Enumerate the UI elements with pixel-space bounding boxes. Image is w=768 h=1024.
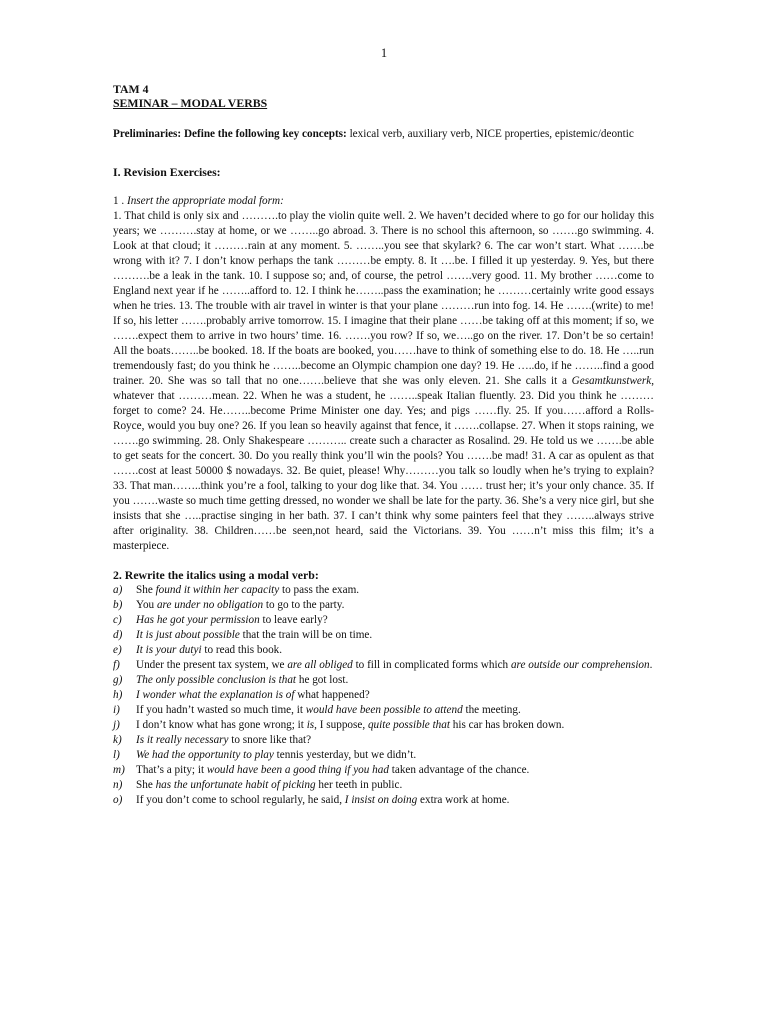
- rewrite-item: [113, 763, 654, 778]
- rewrite-item: [113, 658, 654, 673]
- document-body: [113, 82, 654, 808]
- rewrite-item-text: [136, 688, 654, 703]
- rewrite-item-label: g): [113, 674, 123, 686]
- sentence-text: he got lost.: [296, 674, 349, 686]
- rewrite-list: [113, 583, 654, 808]
- sentence-text: that the train will be on time.: [239, 629, 373, 641]
- rewrite-item: [113, 748, 654, 763]
- rewrite-item-label: k): [113, 734, 122, 746]
- rewrite-item-text: [136, 793, 654, 808]
- rewrite-item: [113, 688, 654, 703]
- rewrite-item: [113, 703, 654, 718]
- sentence-text: the meeting.: [462, 704, 521, 716]
- sentence-text: , I suppose,: [314, 719, 368, 731]
- preliminaries-label: Preliminaries: Define the following key concepts:: [113, 128, 347, 140]
- sentence-text: If you hadn’t wasted so much time, it: [136, 704, 306, 716]
- rewrite-item-text: [136, 718, 654, 733]
- rewrite-item: [113, 733, 654, 748]
- rewrite-item-text: [136, 613, 654, 628]
- rewrite-item: [113, 718, 654, 733]
- preliminaries-concepts: lexical verb, auxiliary verb, NICE properties, epistemic/deontic: [346, 128, 634, 140]
- italic-phrase: has the unfortunate habit of picking: [155, 779, 316, 791]
- rewrite-item: [113, 613, 654, 628]
- italic-term: Gesamtkunstwerk: [571, 375, 652, 387]
- rewrite-item-label: e): [113, 644, 122, 656]
- rewrite-item: [113, 643, 654, 658]
- document-subtitle: SEMINAR – MODAL VERBS: [113, 96, 268, 110]
- exercise-1-paragraph: [113, 209, 654, 554]
- italic-phrase: found it within her capacity: [155, 584, 280, 596]
- sentence-text: I don’t know what has gone wrong; it: [136, 719, 307, 731]
- sentence-text: Under the present tax system, we: [136, 659, 288, 671]
- rewrite-item-label: j): [113, 719, 120, 731]
- sentence-text: his car has broken down.: [449, 719, 565, 731]
- rewrite-item-text: [136, 673, 654, 688]
- rewrite-item-label: m): [113, 764, 125, 776]
- rewrite-item-label: a): [113, 584, 123, 596]
- rewrite-item-text: [136, 733, 654, 748]
- rewrite-item-text: [136, 778, 654, 793]
- sentence-text: her teeth in public.: [315, 779, 403, 791]
- rewrite-item: [113, 793, 654, 808]
- italic-phrase: I insist on doing: [344, 794, 418, 806]
- sentence-text: extra work at home.: [417, 794, 510, 806]
- exercise-1-heading: [113, 194, 654, 209]
- italic-phrase: I wonder what the explanation is of: [136, 689, 295, 701]
- rewrite-item-text: [136, 703, 654, 718]
- preliminaries-paragraph: [113, 127, 654, 142]
- document-title: TAM 4: [113, 82, 149, 96]
- rewrite-item: [113, 598, 654, 613]
- sentence-text: .: [649, 659, 653, 671]
- sentence-text: to pass the exam.: [279, 584, 360, 596]
- rewrite-item-text: [136, 628, 654, 643]
- italic-phrase: Is it really necessary: [136, 734, 229, 746]
- rewrite-item-label: n): [113, 779, 123, 791]
- rewrite-item-label: l): [113, 749, 120, 761]
- rewrite-item-text: [136, 658, 654, 673]
- rewrite-item-text: [136, 598, 654, 613]
- exercise-1-instruction: Insert the appropriate modal form:: [126, 195, 284, 207]
- rewrite-item-label: f): [113, 659, 120, 671]
- rewrite-item-label: d): [113, 629, 123, 641]
- rewrite-item-label: b): [113, 599, 123, 611]
- sentence-text: If you don’t come to school regularly, he said,: [136, 794, 345, 806]
- sentence-text: to fill in complicated forms which: [352, 659, 511, 671]
- sentence-text: to leave early?: [259, 614, 328, 626]
- italic-phrase: It is your dutyi: [136, 644, 202, 656]
- sentence-text: to go to the party.: [263, 599, 345, 611]
- sentence-text: You: [136, 599, 157, 611]
- rewrite-item: [113, 583, 654, 598]
- rewrite-item-label: h): [113, 689, 123, 701]
- paragraph-text: , whatever that ………mean. 22. When he was a student, he ……..speak Italian fluently. 23. Did you think he ………forget to come? 24. He……..become Prime Minister one day. Yes; and pigs ……fly. 25. If you……afford a Rolls-Royce, would you buy one? 26. If you lean so heavily against that fence, it …….collapse. 27. When it stops raining, we …….go swimming. 28. Only Shakespeare ……….. create such a character as Rosalind. 29. He told us we …….be able to get seats for the concert. 30. Do you really think you’ll win the pools? You …….be mad! 31. A car as opulent as that …….cost at least 50000 $ nowadays. 32. Be quiet, please! Why………you talk so loudly when he’s trying to explain? 33. That man……..think you’re a fool, talking to your dog like that. 34. You …… trust her; it’s your only chance. 35. If you …….waste so much time getting dressed, no wonder we shall be late for the party. 36. She’s a very nice girl, but she insists that she …..practise singing in her bath. 37. I can’t think why some painters feel that they ……..always strive after originality. 38. Children……be seen,not heard, said the Victorians. 39. You ……n’t miss this film; it’s a masterpiece.: [113, 375, 654, 552]
- italic-phrase: would have been a good thing if you had: [206, 764, 389, 776]
- italic-phrase: would have been possible to attend: [305, 704, 463, 716]
- italic-phrase: are under no obligation: [156, 599, 264, 611]
- italic-phrase: quite possible that: [367, 719, 450, 731]
- sentence-text: what happened?: [294, 689, 370, 701]
- rewrite-item: [113, 628, 654, 643]
- exercise-1-number: 1 .: [113, 195, 127, 207]
- rewrite-item-label: i): [113, 704, 120, 716]
- sentence-text: to snore like that?: [228, 734, 312, 746]
- sentence-text: She: [136, 779, 156, 791]
- italic-phrase: The only possible conclusion is that: [136, 674, 297, 686]
- section-1-heading: I. Revision Exercises:: [113, 165, 221, 179]
- sentence-text: She: [136, 584, 156, 596]
- italic-phrase: We had the opportunity to play: [136, 749, 274, 761]
- italic-phrase: are all obliged: [287, 659, 353, 671]
- rewrite-item-label: o): [113, 794, 123, 806]
- rewrite-item-label: c): [113, 614, 122, 626]
- italic-phrase: Has he got your permission: [136, 614, 260, 626]
- paragraph-text: 1. That child is only six and ……….to play the violin quite well. 2. We haven’t decided where to go for our holiday this years; we ……….stay at home, or we ……..go abroad. 3. There is no school this afternoon, so …….go swimming. 4. Look at that cloud; it ………rain at any moment. 5. ……..you see that skylark? 6. The car won’t start. What …….be wrong with it? 7. I don’t know perhaps the tank ………be empty. 8. It ….be. I filled it up yesterday. 9. Yes, but there ……….be a leak in the tank. 10. I suppose so; and, of course, the petrol …….very good. 11. My brother ……come to England next year if he ……..afford to. 12. I think he……..pass the examination; he ………certainly write good essays when he tries. 13. The trouble with air travel in winter is that your plane ………run into fog. 14. He …….(write) to me! If so, his letter …….probably arrive tomorrow. 15. I imagine that their plane ……be taking off at this moment; if so, we …….expect them to arrive in two hours’ time. 16. …….you row? If so, we…..go on the river. 17. Don’t be so certain! All the boats……..be booked. 18. If the boats are booked, you……have to think of something else to do. 18. He …..run tremendously fast; do you think he ……..become an Olympic champion one day? 19. He …..do, if he ……..find a good trainer. 20. She was so tall that no one…….believe that she was only eleven. 21. She calls it a: [113, 210, 654, 387]
- section-2-heading: 2. Rewrite the italics using a modal verb:: [113, 568, 319, 582]
- sentence-text: That’s a pity; it: [136, 764, 207, 776]
- rewrite-item-text: [136, 643, 654, 658]
- italic-phrase: It is just about possible: [136, 629, 240, 641]
- rewrite-item-text: [136, 748, 654, 763]
- rewrite-item-text: [136, 583, 654, 598]
- sentence-text: taken advantage of the chance.: [388, 764, 530, 776]
- italic-phrase: is: [306, 719, 315, 731]
- rewrite-item: [113, 778, 654, 793]
- sentence-text: tennis yesterday, but we didn’t.: [273, 749, 417, 761]
- rewrite-item-text: [136, 763, 654, 778]
- italic-phrase: are outside our comprehension: [510, 659, 650, 671]
- rewrite-item: [113, 673, 654, 688]
- page-number: 1: [380, 46, 388, 60]
- sentence-text: to read this book.: [201, 644, 283, 656]
